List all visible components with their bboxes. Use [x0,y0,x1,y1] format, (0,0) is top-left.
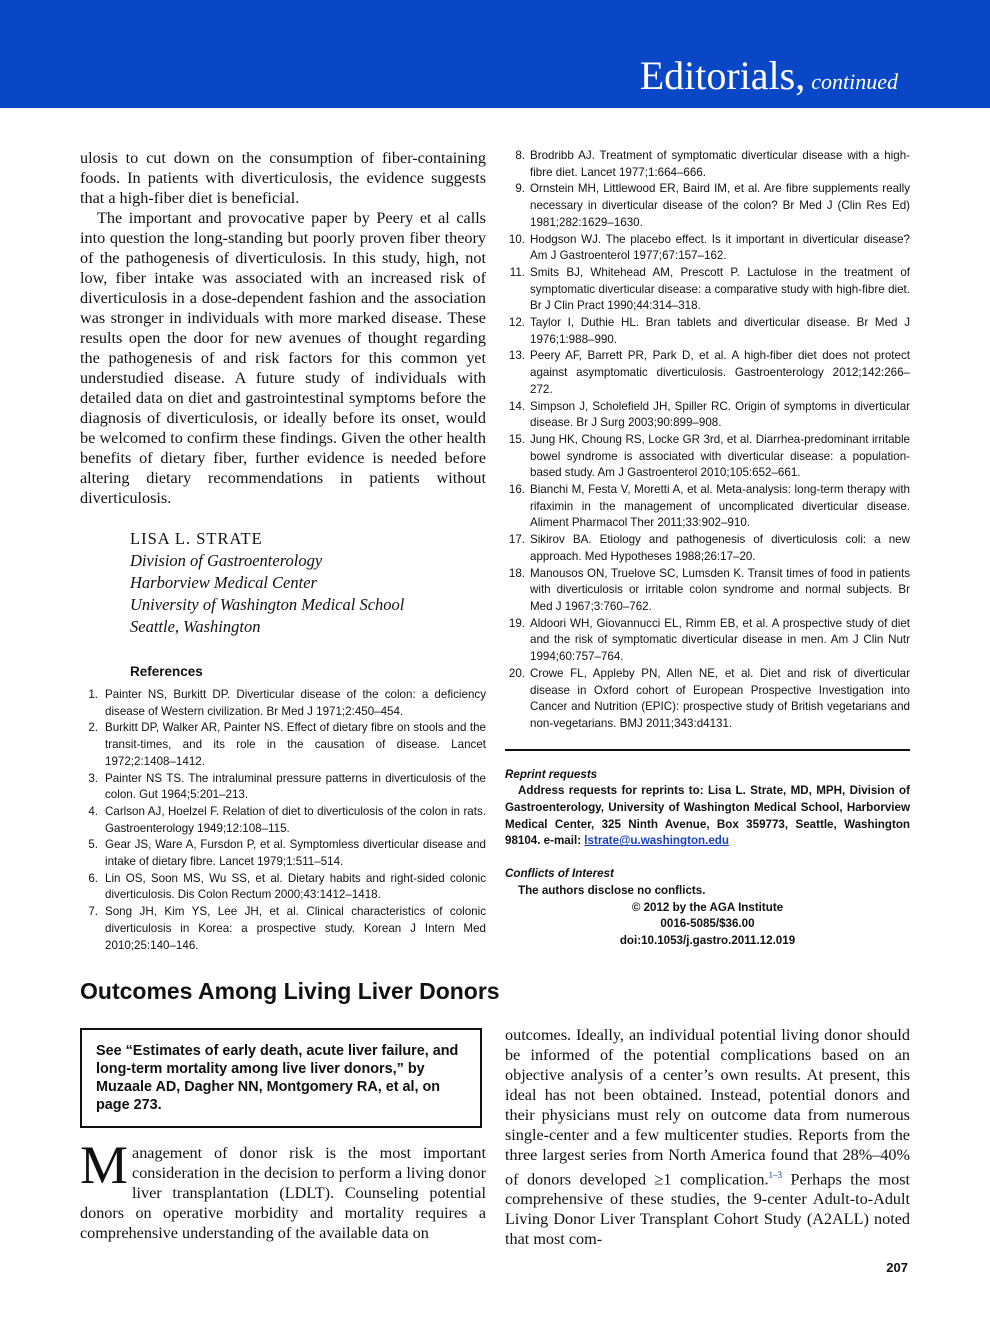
citation-superscript[interactable]: 1–3 [768,1170,783,1180]
reference-item: 12. Taylor I, Duthie HL. Bran tablets and diverticular disease. Br Med J 1976;1:988–990. [508,316,910,346]
reference-item: 6. Lin OS, Soon MS, Wu SS, et al. Dietary habits and right-sided colonic diverticulosis. Dis Colon Rectum 2000;43:1412–1418. [88,871,486,902]
references-title: References [130,664,203,679]
see-also-box: See “Estimates of early death, acute liver failure, and long-term mortality among live liver donors,” by Muzaale AD, Dagher NN, Montgomery RA, et al, on page 273. [80,1028,482,1128]
affiliation-line: Seattle, Washington [130,617,261,636]
reference-item: 3. Painter NS TS. The intraluminal pressure patterns in diverticulosis of the colon. Gut 1964;5:201–213. [88,771,486,802]
affiliation-line: Harborview Medical Center [130,573,317,592]
affiliation-line: University of Washington Medical School [130,595,405,614]
reference-item: 10. Hodgson WJ. The placebo effect. Is it important in diverticular disease? Am J Gastroenterol 1977;67:157–162. [508,232,910,263]
header-continued: continued [811,69,898,94]
conflicts-label: Conflicts of Interest [505,867,614,881]
reference-item: 5. Gear JS, Ware A, Fursdon P, et al. Symptomless diverticular disease and intake of dietary fibre. Lancet 1979;1:511–514. [88,838,486,869]
reprint-block [505,767,910,851]
reprint-text: Address requests for reprints to: Lisa L. Strate, MD, MPH, Division of Gastroenterology, University of Washington Medical School, Harborview Medical Center, 325 Ninth Avenue, Box 359773, Seattle, Washington 98104. e-mail: lstrate@u.washington.edu [505,784,910,848]
page-number: 207 [886,1260,908,1275]
reference-item: 4. Carlson AJ, Hoelzel F. Relation of diet to diverticulosis of the colon in rats. Gastroenterology 1949;12:108–115. [88,804,486,835]
reference-item: 2. Burkitt DP, Walker AR, Painter NS. Effect of dietary fibre on stools and the transit-times, and its role in the causation of disease. Lancet 1972;2:1408–1412. [88,721,486,768]
divider-rule [505,749,910,751]
reference-item: 19. Aldoori WH, Giovannucci EL, Rimm EB, et al. A prospective study of diet and the risk of symptomatic diverticular disease in men. Am J Clin Nutr 1994;60:757–764. [508,616,910,664]
copyright-line: © 2012 by the AGA Institute [631,900,784,914]
references-list-left [80,687,486,954]
reference-item: 16. Bianchi M, Festa V, Moretti A, et al. Meta-analysis: long-term therapy with rifaximin in the management of uncomplicated diverticular disease. Aliment Pharmacol Ther 2011;33:902–910. [508,483,910,530]
email-link[interactable]: lstrate@u.washington.edu [584,834,729,848]
lower-left-column [80,1135,486,1243]
conflicts-block [505,866,910,950]
right-column [505,148,910,950]
reprint-label: Reprint requests [505,767,598,781]
reference-item: 18. Manousos ON, Truelove SC, Lumsden K. Transit times of food in patients with diverticulosis or irritable colon syndrome and normal subjects. Br Med J 1967;3:760–762. [508,566,910,613]
reference-item: 14. Simpson J, Scholefield JH, Spiller RC. Origin of symptoms in diverticular disease. Br J Surg 2003;90:899–908. [508,399,910,430]
conflicts-text: The authors disclose no conflicts. [518,883,706,897]
signature-block [130,528,486,638]
author-name: LISA L. STRATE [130,529,263,548]
reference-item: 8. Brodribb AJ. Treatment of symptomatic diverticular disease with a high-fibre diet. Lancet 1977;1:664–666. [515,149,910,179]
reference-item: 7. Song JH, Kim YS, Lee JH, et al. Clinical characteristics of colonic diverticulosis in Korea: a prospective study. Korean J Intern Med 2010;25:140–146. [88,905,486,952]
reference-item: 15. Jung HK, Choung RS, Locke GR 3rd, et al. Diarrhea-predominant irritable bowel syndrome is associated with diverticular disease: a population-based study. Am J Gastroenterol 2010;105:652–661. [508,432,910,480]
reference-item: 20. Crowe FL, Appleby PN, Allen NE, et al. Diet and risk of diverticular disease in Oxford cohort of European Prospective Investigation into Cancer and Nutrition (EPIC): prospective study of British vegetarians and non-vegetarians. BMJ 2011;343:d4131. [508,666,910,730]
paragraph-2: The important and provocative paper by Peery et al calls into question the long-standing but poorly proven fiber theory of the pathogenesis of diverticulosis. In this study, high, not low, fiber intake was associated with an increased risk of diverticulosis in a dose-dependent fashion and the association was stronger in individuals with more marked disease. These results open the door for new avenues of thought regarding the pathogenesis of and risk factors for this common yet understudied disease. A future study of individuals with detailed data on diet and gastrointestinal symptoms before the diagnosis of diverticulosis, or ideally before its onset, would be welcomed to confirm these findings. Given the other health benefits of dietary fiber, further evidence is needed before altering dietary recommendations in patients without diverticulosis. [80,209,486,507]
reference-item: 17. Sikirov BA. Etiology and pathogenesis of diverticulosis coli: a new approach. Med Hypotheses 1988;26:17–20. [508,533,910,563]
drop-cap: M [80,1135,129,1195]
reference-item: 1. Painter NS, Burkitt DP. Diverticular disease of the colon: a deficiency disease of Western civilization. Br Med J 1971;2:450–454. [88,688,486,718]
header-title-text: Editorials, [639,53,806,98]
reference-item: 11. Smits BJ, Whitehead AM, Prescott P. Lactulose in the treatment of symptomatic diverticular disease: a comparative study with high-fibre diet. Br J Clin Pract 1990;44:314–318. [509,265,910,313]
continued-paragraph: outcomes. Ideally, an individual potential living donor should be informed of the potential complications based on an objective analysis of a center’s own results. At present, this ideal has not been obtained. Instead, potential donors and their physicians must rely on outcome data from numerous single-center and a few multicenter studies. Reports from the three largest series from North America found that 28%–40% of donors developed ≥1 complication.$^{1-3}$ Perhaps the most comprehensive of these studies, the 9-center Adult-to-Adult Living Donor Liver Transplant Cohort Study (A2ALL) noted that most com- [505,1026,911,1249]
paragraph-1: ulosis to cut down on the consumption of fiber-containing foods. In patients with diverticulosis, the evidence suggests that a high-fiber diet is beneficial. [80,149,486,207]
issn-line: 0016-5085/$36.00 [660,917,755,931]
reference-item: 9. Ornstein MH, Littlewood ER, Baird IM, et al. Are fibre supplements really necessary in diverticular disease of the colon? Br Med J (Clin Res Ed) 1981;282:1629–1630. [515,182,910,229]
intro-paragraph: Management of donor risk is the most important consideration in the decision to perform a living donor liver transplantation (LDLT). Counseling potential donors on operative morbidity and mortality requires a comprehensive understanding of the available data on [80,1135,486,1242]
header-title [640,52,898,106]
left-column [80,148,486,954]
affiliation-line: Division of Gastroenterology [130,551,323,570]
header-banner [0,0,990,108]
references-list-right [505,148,910,733]
doi-line[interactable]: doi:10.1053/j.gastro.2011.12.019 [619,933,796,947]
lower-right-column [505,1025,910,1249]
reference-item: 13. Peery AF, Barrett PR, Park D, et al. A high-fiber diet does not protect against asymptomatic diverticulosis. Gastroenterology 2012;142:266–272. [508,349,910,396]
section-title: Outcomes Among Living Liver Donors [80,978,500,1004]
